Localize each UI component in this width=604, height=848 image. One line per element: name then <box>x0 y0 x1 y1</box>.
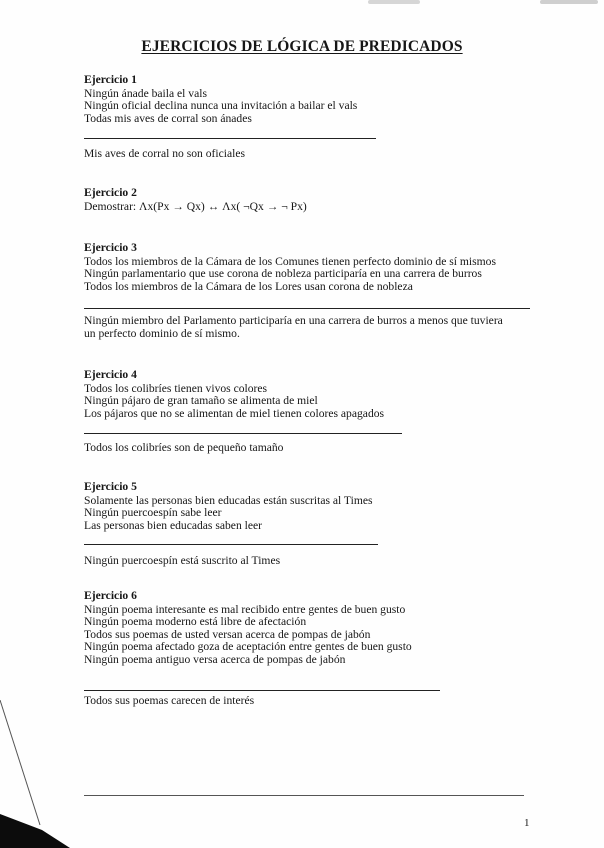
scan-mark <box>540 0 598 4</box>
page-title: EJERCICIOS DE LÓGICA DE PREDICADOS <box>141 38 463 55</box>
inference-rule <box>84 308 530 309</box>
conclusion-line: Mis aves de corral no son oficiales <box>84 147 245 160</box>
premise: Todos sus poemas de usted versan acerca de pompas de jabón <box>84 627 371 641</box>
conclusion-line: Ningún miembro del Parlamento participaría en una carrera de burros a menos que tuviera <box>84 314 503 327</box>
premise: Todos los miembros de la Cámara de los Comunes tienen perfecto dominio de sí mismos <box>84 254 496 268</box>
conclusion <box>84 314 503 340</box>
exercise-heading: Ejercicio 1 <box>84 73 137 86</box>
scan-edge-shadow <box>0 700 60 830</box>
conclusion <box>84 694 254 707</box>
conclusion-line: un perfecto dominio de sí mismo. <box>84 327 240 340</box>
premise: Ningún puercoespín sabe leer <box>84 506 222 520</box>
page-number: 1 <box>524 817 530 829</box>
statement: Demostrar: Λx(Px → Qx) ↔ Λx( ¬Qx → ¬ Px) <box>84 199 307 213</box>
premise: Ningún parlamentario que use corona de nobleza participaría en una carrera de burros <box>84 267 482 281</box>
premise: Ningún ánade baila el vals <box>84 86 207 100</box>
conclusion-line: Todos los colibríes son de pequeño tamaño <box>84 441 284 454</box>
inference-rule <box>84 690 440 691</box>
exercise-heading: Ejercicio 6 <box>84 589 137 602</box>
premise: Ningún poema interesante es mal recibido entre gentes de buen gusto <box>84 602 406 616</box>
exercise-heading: Ejercicio 3 <box>84 241 137 254</box>
exercise-heading: Ejercicio 2 <box>84 186 137 199</box>
premise: Todos los miembros de la Cámara de los Lores usan corona de nobleza <box>84 279 413 293</box>
exercise-heading: Ejercicio 4 <box>84 368 137 381</box>
premise: Ningún poema afectado goza de aceptación entre gentes de buen gusto <box>84 640 412 654</box>
premise: Todas mis aves de corral son ánades <box>84 111 252 125</box>
inference-rule <box>84 544 378 545</box>
conclusion <box>84 441 283 454</box>
premise: Ningún pájaro de gran tamaño se alimenta de miel <box>84 394 318 408</box>
scan-mark <box>368 0 420 4</box>
exercise-6 <box>84 590 412 667</box>
premise: Solamente las personas bien educadas están suscritas al Times <box>84 493 373 507</box>
inference-rule <box>84 138 376 139</box>
exercise-5 <box>84 481 373 532</box>
premise: Ningún poema moderno está libre de afectación <box>84 615 307 629</box>
exercise-3 <box>84 242 496 293</box>
premise: Ningún oficial declina nunca una invitación a bailar el vals <box>84 99 358 113</box>
premise: Las personas bien educadas saben leer <box>84 518 263 532</box>
exercise-1 <box>84 74 357 125</box>
inference-rule <box>84 433 402 434</box>
premise: Ningún poema antiguo versa acerca de pompas de jabón <box>84 652 346 666</box>
conclusion-line: Todos sus poemas carecen de interés <box>84 694 255 707</box>
conclusion <box>84 554 280 567</box>
premise: Todos los colibríes tienen vivos colores <box>84 381 268 395</box>
conclusion-line: Ningún puercoespín está suscrito al Times <box>84 554 281 567</box>
conclusion <box>84 147 245 160</box>
exercise-heading: Ejercicio 5 <box>84 480 137 493</box>
exercise-4 <box>84 369 384 420</box>
exercise-2 <box>84 187 307 213</box>
footer-rule <box>84 795 524 796</box>
premise: Los pájaros que no se alimentan de miel tienen colores apagados <box>84 406 385 420</box>
